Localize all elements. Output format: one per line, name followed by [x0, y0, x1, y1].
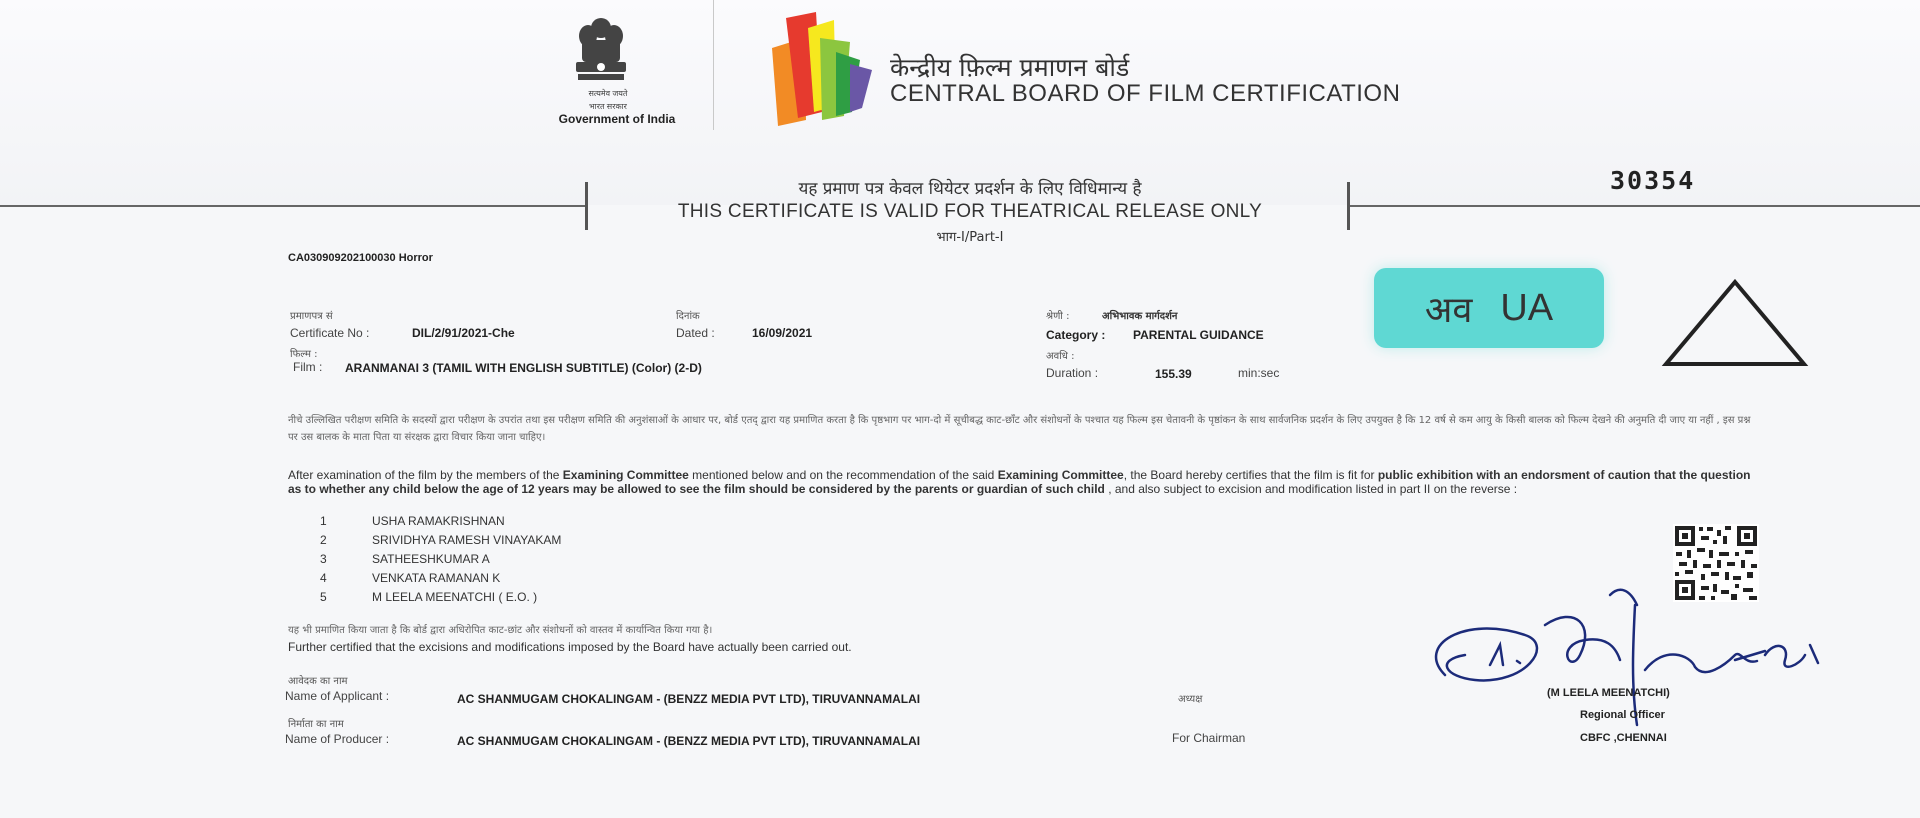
applicant-label: Name of Applicant : [285, 689, 390, 703]
member-name: USHA RAMAKRISHNAN [372, 514, 505, 528]
category-value: PARENTAL GUIDANCE [1133, 328, 1264, 342]
validity-notice [590, 176, 1350, 245]
cert-no-value: DIL/2/91/2021-Che [412, 326, 515, 340]
applicant-value: AC SHANMUGAM CHOKALINGAM - (BENZZ MEDIA PVT LTD), TIRUVANNAMALAI [457, 692, 921, 706]
signatory-title: Regional Officer [1580, 709, 1665, 721]
gov-hindi-label: भारत सरकार [589, 102, 627, 111]
member-number: 5 [320, 590, 327, 604]
rating-english: UA [1500, 286, 1554, 329]
member-number: 1 [320, 514, 327, 528]
triangle-symbol-icon [1660, 276, 1810, 370]
member-name: SATHEESHKUMAR A [372, 552, 490, 566]
committee-members-list [320, 514, 561, 609]
board-english-name: CENTRAL BOARD OF FILM CERTIFICATION [890, 80, 1401, 107]
duration-value: 155.39 [1155, 367, 1192, 381]
validity-hindi: यह प्रमाण पत्र केवल थियेटर प्रदर्शन के लिए विधिमान्य है [798, 179, 1142, 199]
member-number: 4 [320, 571, 327, 585]
english-certification-text [288, 468, 1763, 496]
chairman-hindi: अध्यक्ष [1178, 694, 1203, 705]
cert-text-part: mentioned below and on the recommendation of the said [688, 468, 998, 482]
list-item [320, 533, 561, 552]
member-name: M LEELA MEENATCHI ( E.O. ) [372, 590, 538, 604]
duration-unit: min:sec [1238, 366, 1280, 380]
member-number: 3 [320, 552, 327, 566]
list-item [320, 590, 561, 609]
cert-text-part: , the Board hereby certifies that the film is fit for [1123, 468, 1378, 482]
member-number: 2 [320, 533, 327, 547]
dated-label: Dated : [676, 326, 715, 340]
list-item [320, 571, 561, 590]
category-hindi-value: अभिभावक मार्गदर्शन [1102, 311, 1178, 322]
for-chairman-label: For Chairman [1172, 731, 1246, 745]
film-value: ARANMANAI 3 (TAMIL WITH ENGLISH SUBTITLE) (Color) (2-D) [345, 361, 702, 375]
member-name: VENKATA RAMANAN K [372, 571, 501, 585]
cert-text-part: After examination of the film by the members of the [288, 468, 563, 482]
gov-english-label: Government of India [558, 112, 676, 126]
signatory-name: (M LEELA MEENATCHI) [1547, 687, 1670, 699]
member-name: SRIVIDHYA RAMESH VINAYAKAM [372, 533, 562, 547]
left-rule [0, 205, 585, 207]
national-emblem-icon [568, 14, 634, 92]
part-label: भाग-I/Part-I [936, 230, 1004, 245]
dated-hindi: दिनांक [676, 311, 700, 322]
validity-english: THIS CERTIFICATE IS VALID FOR THEATRICAL RELEASE ONLY [677, 201, 1263, 222]
further-english: Further certified that the excisions and modifications imposed by the Board have actually been carried out. [288, 640, 852, 654]
category-label: Category : [1046, 328, 1106, 342]
list-item [320, 514, 561, 533]
rating-badge [1374, 268, 1604, 348]
reference-code: CA030909202100030 Horror [288, 252, 433, 264]
emblem-motto: सत्यमेव जयते [588, 89, 628, 98]
film-hindi: फिल्म : [290, 349, 318, 360]
cbfc-logo-icon [764, 8, 884, 126]
film-label: Film : [293, 360, 323, 374]
cert-text-bold: Examining Committee [562, 468, 689, 482]
left-bracket [585, 182, 588, 230]
producer-hindi: निर्माता का नाम [288, 719, 344, 730]
cert-text-part: , and also subject to excision and modification listed in part II on the reverse : [1104, 482, 1518, 496]
right-rule [1350, 205, 1920, 207]
producer-label: Name of Producer : [285, 732, 390, 746]
producer-value: AC SHANMUGAM CHOKALINGAM - (BENZZ MEDIA PVT LTD), TIRUVANNAMALAI [457, 734, 921, 748]
further-hindi: यह भी प्रमाणित किया जाता है कि बोर्ड द्वारा अधिरोपित काट-छांट और संशोधनों को वास्तव में कार्यान्वित किया गया है। [288, 625, 713, 636]
category-hindi: श्रेणी : [1046, 311, 1070, 322]
cert-no-hindi: प्रमाणपत्र सं [290, 311, 333, 322]
dated-value: 16/09/2021 [752, 326, 813, 340]
signatory-office: CBFC ,CHENNAI [1580, 732, 1667, 744]
duration-hindi: अवधि : [1046, 351, 1075, 362]
duration-label: Duration : [1046, 366, 1099, 380]
hindi-certification-text: नीचे उल्लिखित परीक्षण समिति के सदस्यों द्वारा परीक्षण के उपरांत तथा इस परीक्षण समिति की अनुशंसाओं के आधार पर, बोर्ड एतद् द्वारा यह प्रमाणित करता है कि पृष्ठभाग पर भाग-दो में सूचीबद्ध काट-छाँट और संशोधनों के पश्चात यह फिल्म इस चेतावनी के पृष्ठांकन के साथ सार्वजनिक प्रदर्शन के लिए उपयुक्त है कि 12 वर्ष से कम आयु के किसी बालक को फिल्म देखने की अनुमति दी जाए या नहीं , इस प्रश्न पर उस बालक के माता पिता या संरक्षक द्वारा विचार किया जाना चाहिए। [288, 415, 1751, 443]
header-divider [713, 0, 714, 130]
cert-no-label: Certificate No : [290, 326, 370, 340]
rating-hindi: अव [1424, 289, 1473, 331]
board-hindi-name: केन्द्रीय फ़िल्म प्रमाणन बोर्ड [890, 53, 1130, 82]
applicant-hindi: आवेदक का नाम [288, 676, 348, 687]
cert-text-bold: Examining Committee [997, 468, 1124, 482]
cert-text-bold: public exhibition with an endorsment of caution that the question as to whether any child below the age of 12 years may be allowed to see the film should be considered by the parents or guardian of such child [288, 468, 1751, 496]
certificate-serial: 30354 [1610, 166, 1696, 195]
list-item [320, 552, 561, 571]
